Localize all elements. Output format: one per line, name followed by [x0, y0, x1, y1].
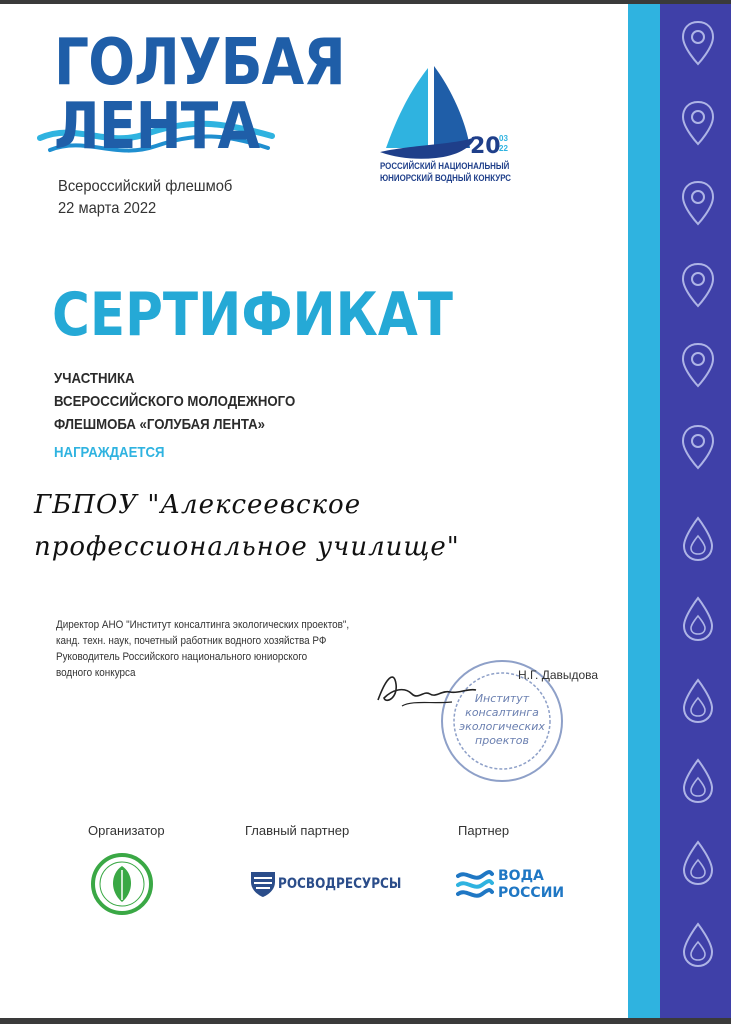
certificate-page — [0, 4, 731, 1018]
water-drop-icon — [680, 920, 716, 972]
stamp-line4: проектов — [475, 734, 529, 747]
map-pin-icon — [680, 98, 716, 150]
partner-name-line2: РОССИИ — [498, 885, 565, 901]
bottom-edge — [0, 1018, 731, 1024]
water-waves-logo-icon — [456, 866, 494, 904]
certificate-line1: УЧАСТНИКА — [54, 370, 135, 387]
stamp-line3: экологических — [459, 720, 545, 733]
stamp-line2: консалтинга — [465, 706, 539, 719]
organizer-leaf-logo-icon — [90, 852, 154, 916]
contest-year: 20 — [470, 134, 501, 159]
main-partner-label: Главный партнер — [245, 823, 350, 838]
signatory-line2: канд. техн. наук, почетный работник водного хозяйства РФ — [56, 635, 327, 647]
decorative-stripe-light — [628, 4, 660, 1018]
contest-name-line1: РОССИЙСКИЙ НАЦИОНАЛЬНЫЙ — [380, 161, 510, 171]
logo-title-line2: ЛЕНТА — [54, 90, 260, 164]
signatory-line4: водного конкурса — [56, 667, 136, 679]
signatory-line1: Директор АНО "Институт консалтинга экологических проектов", — [56, 619, 350, 631]
water-drop-icon — [680, 594, 716, 646]
award-label: НАГРАЖДАЕТСЯ — [54, 444, 165, 461]
partner-name-line1: ВОДА — [498, 868, 544, 884]
map-pin-icon — [680, 18, 716, 70]
logo-title-line1: ГОЛУБАЯ — [54, 26, 345, 100]
water-drop-icon — [680, 676, 716, 728]
water-drop-icon — [680, 756, 716, 808]
certificate-line3: ФЛЕШМОБА «ГОЛУБАЯ ЛЕНТА» — [54, 416, 265, 433]
contest-year-top: 03 — [499, 134, 508, 143]
partner-label: Партнер — [458, 823, 510, 838]
signer-name: Н.Г. Давыдова — [518, 668, 599, 682]
recipient-line1: ГБПОУ "Алексеевское — [34, 490, 362, 520]
rosvodresursy-shield-icon — [250, 870, 276, 898]
water-drop-icon — [680, 514, 716, 566]
event-name: Всероссийский флешмоб — [58, 178, 233, 195]
map-pin-icon — [680, 178, 716, 230]
map-pin-icon — [680, 340, 716, 392]
main-partner-name: РОСВОДРЕСУРСЫ — [278, 876, 402, 892]
recipient-line2: профессиональное училище" — [34, 532, 460, 562]
water-drop-icon — [680, 838, 716, 890]
signatory-line3: Руководитель Российского национального юниорского — [56, 651, 308, 663]
map-pin-icon — [680, 422, 716, 474]
event-date: 22 марта 2022 — [58, 200, 157, 217]
organizer-label: Организатор — [88, 823, 165, 838]
certificate-title: СЕРТИФИКАТ — [52, 280, 453, 350]
stamp-line1: Институт — [474, 692, 530, 705]
certificate-line2: ВСЕРОССИЙСКОГО МОЛОДЕЖНОГО — [54, 393, 296, 410]
map-pin-icon — [680, 260, 716, 312]
contest-name-line2: ЮНИОРСКИЙ ВОДНЫЙ КОНКУРС — [380, 173, 512, 183]
contest-year-bottom: 22 — [499, 144, 508, 153]
signature — [372, 660, 482, 720]
